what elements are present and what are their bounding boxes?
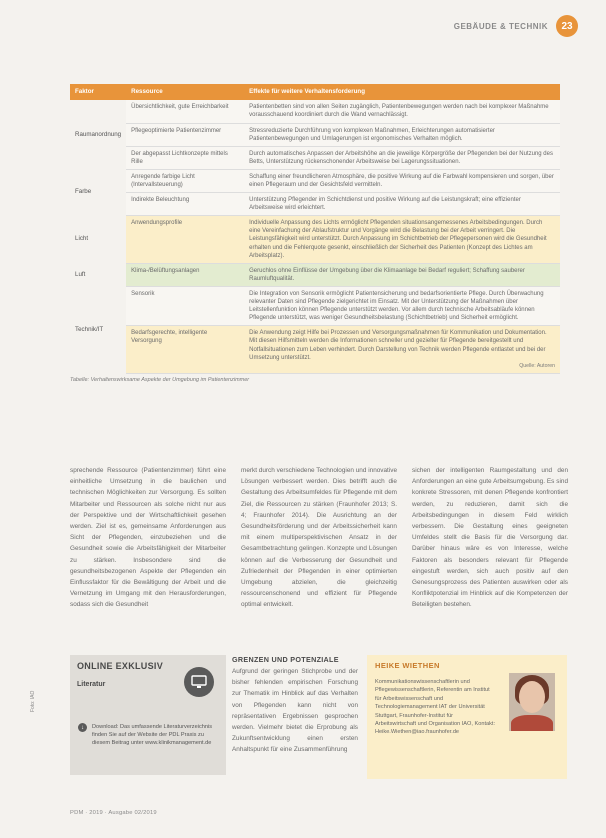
table-row [70,146,560,169]
table-cell-effect [244,146,560,169]
table-header-factor: Faktor [70,84,126,100]
table-cell-resource: Pflegeoptimierte Patientenzimmer [126,123,244,146]
author-photo [509,673,555,731]
table-cell-effect-text: Stressreduzierte Durchführung von komplexen Maßnahmen, Erleichterungen automatisierter Patientenbewegungen und Umlagerungen ist ergonomisches Verhalten möglich. [249,127,495,142]
author-box [367,655,567,779]
author-bio: Kommunikationswissenschaftlerin und Pflegewissenschaftlerin, Referentin am Institut für Arbeitswissenschaft und Technologiemanagement IAT der Universität Stuttgart, Fraunhofer-Institut für Arbeitswirtschaft und Organisation IAO, Kontakt: Heike.Wiethen@iao.fraunhofer.de [375,679,496,736]
limits-text: Aufgrund der geringen Stichprobe und der bisher fehlenden empirischen Forschung zur Thematik im Hinblick auf das Verhalten von Pflegenden kann nicht von repräsentativen Ergebnissen gesprochen werden. Vielmehr bietet die Erprobung als Zukunftsentwicklung einen ersten Anhaltspunkt für eine Zusammenführung [232,668,358,754]
table-cell-factor: Technik/IT [70,286,126,373]
table-row [70,263,560,286]
table-cell-effect [244,286,560,325]
page-number-badge: 23 [556,15,578,37]
table-cell-effect-text: Unterstützung Pflegender im Schichtdienst und positive Wirkung auf die Leistungskraft; eine effizienter Arbeitsweise wird erleichtert. [249,197,521,212]
body-column-1: sprechende Ressource (Patientenzimmer) führt eine einheitliche Umsetzung in die baulichen und technischen Möglichkeiten zur Versorgung. Es sollten Mitarbeiter und Ressourcen als solche nicht nur aus der Perspektive und der Wirtschaftlichkeit gesehen werden. Ziel ist es, gemeinsame Anforderungen aus Sicht der Pflegenden, einzubeziehen und die Gesundheit sowie die Arbeitsfähigkeit der Mitarbeiter zu stärken. Insbesondere sind die gesundheitsbezogenen Aspekte der Pflegenden ein Einflussfaktor für die Bewältigung der Arbeit und die Vernetzung im Umgang mit den Herausforderungen, sodass sich die Gesundheit [70,467,226,609]
table-cell-effect [244,100,560,123]
author-photo-shirt [511,715,553,731]
table-cell-effect-text: Patientenbetten sind von allen Seiten zugänglich, Patientenbewegungen werden nach bei komplexer Maßnahme vorausschauend koordiniert durch die Wand vernachlässigt. [249,104,549,119]
table-row [70,216,560,263]
table-cell-resource: Bedarfsgerechte, intelligente Versorgung [126,326,244,373]
table-cell-factor: Farbe [70,169,126,215]
limits-heading: GRENZEN UND POTENZIALE [232,655,339,664]
table-row [70,169,560,192]
table-cell-resource: Anwendungsprofile [126,216,244,263]
table-cell-resource: Der abgepasst Lichtkonzepte mittels Rille [126,146,244,169]
table-cell-resource: Anregende farbige Licht (Intervallsteuerung) [126,169,244,192]
body-column-2: merkt durch verschiedene Technologien und innovative Lösungen verbessert werden. Dies betrifft auch die Gestaltung des Arbeitsumfeldes für Pflegende mit dem Ziel, die Ressourcen zu stärken (Fraunhofer 2013; S. 4; Fraunhofer 2014). Die Ausrichtung an der Gesundheitsförderung und der Arbeitssicherheit kann mit einem multiperspektivischen Ansatz in der Gesamtbetrachtung gelingen. Konzepte und Lösungen können auf die Verbesserung der Gesundheit und Zufriedenheit der Pflegenden in einer optimierten Umgebung abzielen, die gleichzeitig ressourcenschonend und effizient für Pflegende optimal entwickelt. [241,467,397,609]
table-cell-effect-text: Individuelle Anpassung des Lichts ermöglicht Pflegenden situationsangemessenes Arbeitsbedingungen. Durch eine Vereinfachung der Ablaufstruktur und Vorgänge wird die Belastung bei der Arbeit verringert. Die Leistungsfähigkeit wird unterstützt. Durch Anpassung im Schichtbetrieb der Pflegepersonen wird die Gesundheit erhalten und die Fehlerquote gesenkt, einschließlich der Sicherheit des Patienten (Konzept des Lichtes am Arbeitsplatz). [249,220,547,259]
table-cell-effect-text: Schaffung einer freundlicheren Atmosphäre, die positive Wirkung auf die Farbwahl kompensieren und sorgen, über einen Pflegeraum und der Gesichtsfeld vermitteln. [249,173,554,189]
body-column-3: sichen der intelligenten Raumgestaltung und den Anforderungen an eine gute Arbeitsumgebung. Es sind konkrete Stressoren, mit denen Pflegende konfrontiert werden, zu reduzieren, damit sich die Arbeitsbedingungen in diesem Feld wirklich verbessern. Die Gestaltung eines geeigneten Umfeldes stellt die Basis für die Versorgung dar. Darüber hinaus wäre es von Interesse, welche Faktoren als besonders relevant für Pflegende eingestuft werden, sich auch positiv auf den Genesungsprozess des Patienten auswirken oder als Konfliktpotenzial im Hinblick auf die Kompetenzen der Beteiligten bestehen. [412,467,568,609]
table-row [70,326,560,373]
table-cell-effect [244,123,560,146]
page-footer: PDM · 2019 · Ausgabe 02/2019 [70,810,157,816]
table-row [70,100,560,123]
table-body [70,100,560,373]
online-box-title: ONLINE EXKLUSIV [77,661,164,671]
table-cell-factor: Luft [70,263,126,286]
limits-section [232,655,358,756]
body-text [70,465,568,611]
table-cell-resource: Übersichtlichkeit, gute Erreichbarkeit [126,100,244,123]
table-row [70,286,560,325]
monitor-icon [184,667,214,697]
author-name: HEIKE WIETHEN [375,661,440,670]
table-row [70,123,560,146]
table-cell-resource: Klima-/Belüftungsanlagen [126,263,244,286]
table-cell-effect [244,326,560,373]
table-cell-effect [244,169,560,192]
table-row [70,193,560,216]
table-cell-resource: Sensorik [126,286,244,325]
download-icon[interactable]: ↓ [78,723,87,732]
table-cell-factor: Raumanordnung [70,100,126,169]
table-cell-effect-text: Durch automatisches Anpassen der Arbeitshöhe an die jeweilige Körpergröße der Pflegenden bei der Nutzung des Betts, Unterstützung rückenschonender Arbeitsweise bei Lagerungssituationen. [249,150,553,165]
effects-table [70,84,560,383]
table-source-note: Quelle: Autoren [519,362,555,369]
photo-credit: Foto: IAO [30,690,36,712]
table-caption: Tabelle: Verhaltenswirksame Aspekte der Umgebung im Patientenzimmer [70,376,250,383]
table-header-effect: Effekte für weitere Verhaltensforderung [244,84,560,100]
table-header-row [70,84,560,100]
table-cell-effect-text: Die Anwendung zeigt Hilfe bei Prozessen und Versorgungsmaßnahmen für Kommunikation und Dokumentation. Mit diesen Hilfsmitteln werden die Informationen schneller und gezielter für Pflegende bereitgestellt und Notfallsituationen zum Leben verhindert. Durch Darstellung von Technik werden Pflegende entlastet und bei der Umsetzung unterstützt. [249,330,547,361]
online-exclusive-box [70,655,226,775]
author-photo-face [519,681,545,713]
online-box-text: Download: Das umfassende Literaturverzeichnis finden Sie auf der Website der PDL Praxis zu diesem Beitrag unter www.klinikmanagement.de [92,724,213,746]
table-cell-effect [244,193,560,216]
table-cell-effect-text: Geruchlos ohne Einflüsse der Umgebung über die Klimaanlage bei Bedarf reguliert; Schaffung sauberer Raumluftqualität. [249,267,525,282]
table-cell-effect-text: Die Integration von Sensorik ermöglicht Patientensicherung und bedarfsorientierte Pflege. Durch Überwachung relevanter Daten sind Pflegende zielgerichtet im Einsatz. Mit der Unterstützung der Maßnahmen über Leitstellenfunktion können Pflegende unterstützt werden. Vor allem durch technische Arbeitsabläufe können Pflegende unterstützt, was weniger Gesundheitsbelastung (Schichtbetrieb) und Sicherheit ermöglicht. [249,290,544,322]
table-cell-factor: Licht [70,216,126,263]
table-cell-effect [244,263,560,286]
table-cell-effect [244,216,560,263]
table-cell-resource: Indirekte Beleuchtung [126,193,244,216]
online-box-subtitle: Literatur [77,681,106,688]
section-title: GEBÄUDE & TECHNIK [453,22,548,31]
table-header-resource: Ressource [126,84,244,100]
